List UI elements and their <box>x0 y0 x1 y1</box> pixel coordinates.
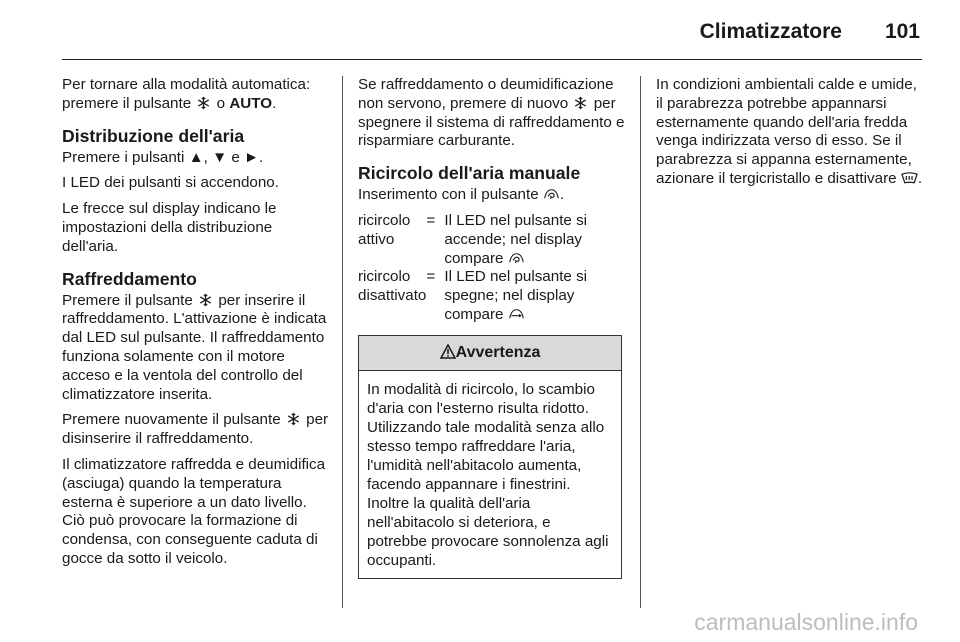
fresh-air-icon <box>508 307 525 321</box>
heading-ricircolo: Ricircolo dell'aria manuale <box>358 163 581 184</box>
header-rule <box>62 59 922 60</box>
snowflake-icon <box>195 96 212 110</box>
column-divider-2 <box>640 76 641 608</box>
warning-body: In modalità di ricircolo, lo scambio d'aria con l'esterno risulta ridotto. Utilizzando tale modalità senza allo stesso tempo raffreddare l'aria, l'umidità nell'abitacolo aumenta, facendo appannare i finestrini. Inoltre la qualità dell'aria nell'abitacolo si deteriora, e potrebbe provocare sonnolenza agli occupanti. <box>367 380 609 569</box>
snowflake-icon <box>285 412 302 426</box>
snowflake-icon <box>572 96 589 110</box>
warning-header <box>359 336 621 371</box>
column-divider-1 <box>342 76 343 608</box>
table-row: ricircolo attivo = Il LED nel pulsante si accende; nel display compare <box>358 211 588 267</box>
recirculation-icon <box>543 187 560 201</box>
page-header <box>0 0 960 62</box>
watermark: carmanualsonline.info <box>694 609 918 635</box>
warning-triangle-icon <box>440 338 456 353</box>
paragraph-windshield: In condizioni ambientali calde e umide, il parabrezza potrebbe appannarsi esternamente quando dell'aria fredda venga indirizzata verso di esso. Se il parabrezza si appanna esternamente, azionare il tergicristallo e disattivare . <box>656 76 923 187</box>
warning-title: Avvertenza <box>455 343 541 361</box>
paragraph-press-buttons: Premere i pulsanti ▲, ▼ e ►. <box>62 148 264 166</box>
heading-distribuzione: Distribuzione dell'aria <box>62 125 245 146</box>
paragraph-auto-mode: Per tornare alla modalità automatica: premere il pulsante o AUTO. <box>62 76 311 112</box>
paragraph-led: I LED dei pulsanti si accendono. <box>62 174 279 192</box>
table-row: ricircolo disattivato = Il LED nel pulsante si spegne; nel display compare <box>358 268 588 323</box>
paragraph-save-fuel: Se raffreddamento o deumidificazione non servono, premere di nuovo per spegnere il sistema di raffreddamento e risparmiare carburante. <box>358 76 625 150</box>
paragraph-recirc-button: Inserimento con il pulsante . <box>358 186 565 204</box>
page-title: Climatizzatore <box>699 20 842 43</box>
column-2 <box>358 76 626 579</box>
paragraph-cooling-off: Premere nuovamente il pulsante per disinserire il raffreddamento. <box>62 411 329 448</box>
warning-box <box>358 335 622 579</box>
paragraph-condensation: Il climatizzatore raffredda e deumidifica (asciuga) quando la temperatura esterna è superiore a un dato livello. Ciò può provocare la formazione di condensa, con conseguente caduta di gocce da sotto il veicolo. <box>62 455 326 567</box>
paragraph-arrows: Le frecce sul display indicano le impostazioni della distribuzione dell'aria. <box>62 200 277 255</box>
recirculation-icon <box>508 251 525 265</box>
paragraph-cooling-on: Premere il pulsante per inserire il raffreddamento. L'attivazione è indicata dal LED sul pulsante. Il raffreddamento funziona solamente con il motore acceso e la ventola del controllo del climatizzatore inserita. <box>62 291 327 403</box>
column-3 <box>656 76 924 196</box>
heading-raffreddamento: Raffreddamento <box>62 268 197 289</box>
column-1 <box>62 76 330 576</box>
page-number: 101 <box>884 20 920 43</box>
auto-label: AUTO <box>229 94 273 112</box>
recirculation-states-table <box>358 212 626 325</box>
defrost-icon <box>901 171 918 185</box>
snowflake-icon <box>197 293 214 307</box>
